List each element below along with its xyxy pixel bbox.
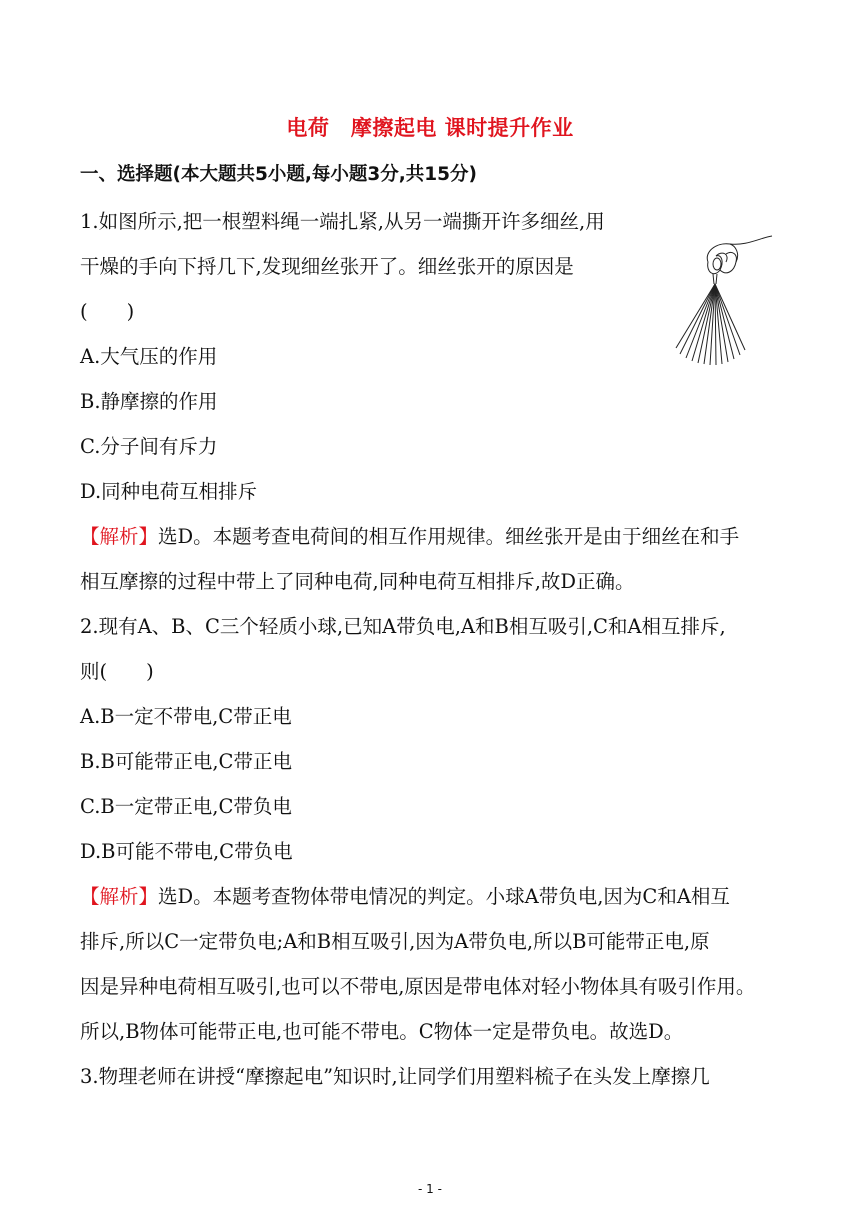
q1-analysis-line-2: 相互摩擦的过程中带上了同种电荷,同种电荷互相排斥,故D正确。 <box>80 570 635 593</box>
q1-option-d: D.同种电荷互相排斥 <box>80 480 258 503</box>
q2-analysis-label: 【解析】 <box>80 885 159 908</box>
q1-stem-line-1: 1.如图所示,把一根塑料绳一端扎紧,从另一端撕开许多细丝,用 <box>80 210 605 233</box>
q2-stem-line-2: 则( ) <box>80 660 154 683</box>
q1-option-a: A.大气压的作用 <box>80 345 218 368</box>
q2-analysis-line-3: 因是异种电荷相互吸引,也可以不带电,原因是带电体对轻小物体具有吸引作用。 <box>80 975 756 998</box>
q3-stem-line-1: 3.物理老师在讲授“摩擦起电”知识时,让同学们用塑料梳子在头发上摩擦几 <box>80 1065 710 1088</box>
page-title: 电荷 摩擦起电 课时提升作业 <box>286 116 574 140</box>
q2-option-b: B.B可能带正电,C带正电 <box>80 750 292 773</box>
q2-analysis-line-4: 所以,B物体可能带正电,也可能不带电。C物体一定是带负电。故选D。 <box>80 1020 684 1043</box>
q2-analysis-line-2: 排斥,所以C一定带负电;A和B相互吸引,因为A带负电,所以B可能带正电,原 <box>80 930 710 953</box>
section-heading: 一、选择题(本大题共5小题,每小题3分,共15分) <box>80 164 477 185</box>
q1-answer-blank: ( ) <box>80 300 135 323</box>
q1-stem-line-2: 干燥的手向下捋几下,发现细丝张开了。细丝张开的原因是 <box>80 255 574 278</box>
hand-string-illustration <box>664 232 774 367</box>
q1-analysis-label: 【解析】 <box>80 525 159 548</box>
q2-analysis-text: 选D。本题考查物体带电情况的判定。小球A带负电,因为C和A相互 <box>158 885 730 908</box>
q2-option-d: D.B可能不带电,C带负电 <box>80 840 293 863</box>
q1-analysis-text: 选D。本题考查电荷间的相互作用规律。细丝张开是由于细丝在和手 <box>158 525 740 548</box>
q2-option-a: A.B一定不带电,C带正电 <box>80 705 292 728</box>
q2-stem-line-1: 2.现有A、B、C三个轻质小球,已知A带负电,A和B相互吸引,C和A相互排斥, <box>80 615 726 638</box>
q1-analysis-line-1 <box>80 521 739 549</box>
q2-analysis-line-1 <box>80 881 730 909</box>
q1-option-c: C.分子间有斥力 <box>80 435 218 458</box>
page-number: - 1 - <box>418 1182 442 1196</box>
q1-option-b: B.静摩擦的作用 <box>80 390 218 413</box>
q2-option-c: C.B一定带正电,C带负电 <box>80 795 292 818</box>
